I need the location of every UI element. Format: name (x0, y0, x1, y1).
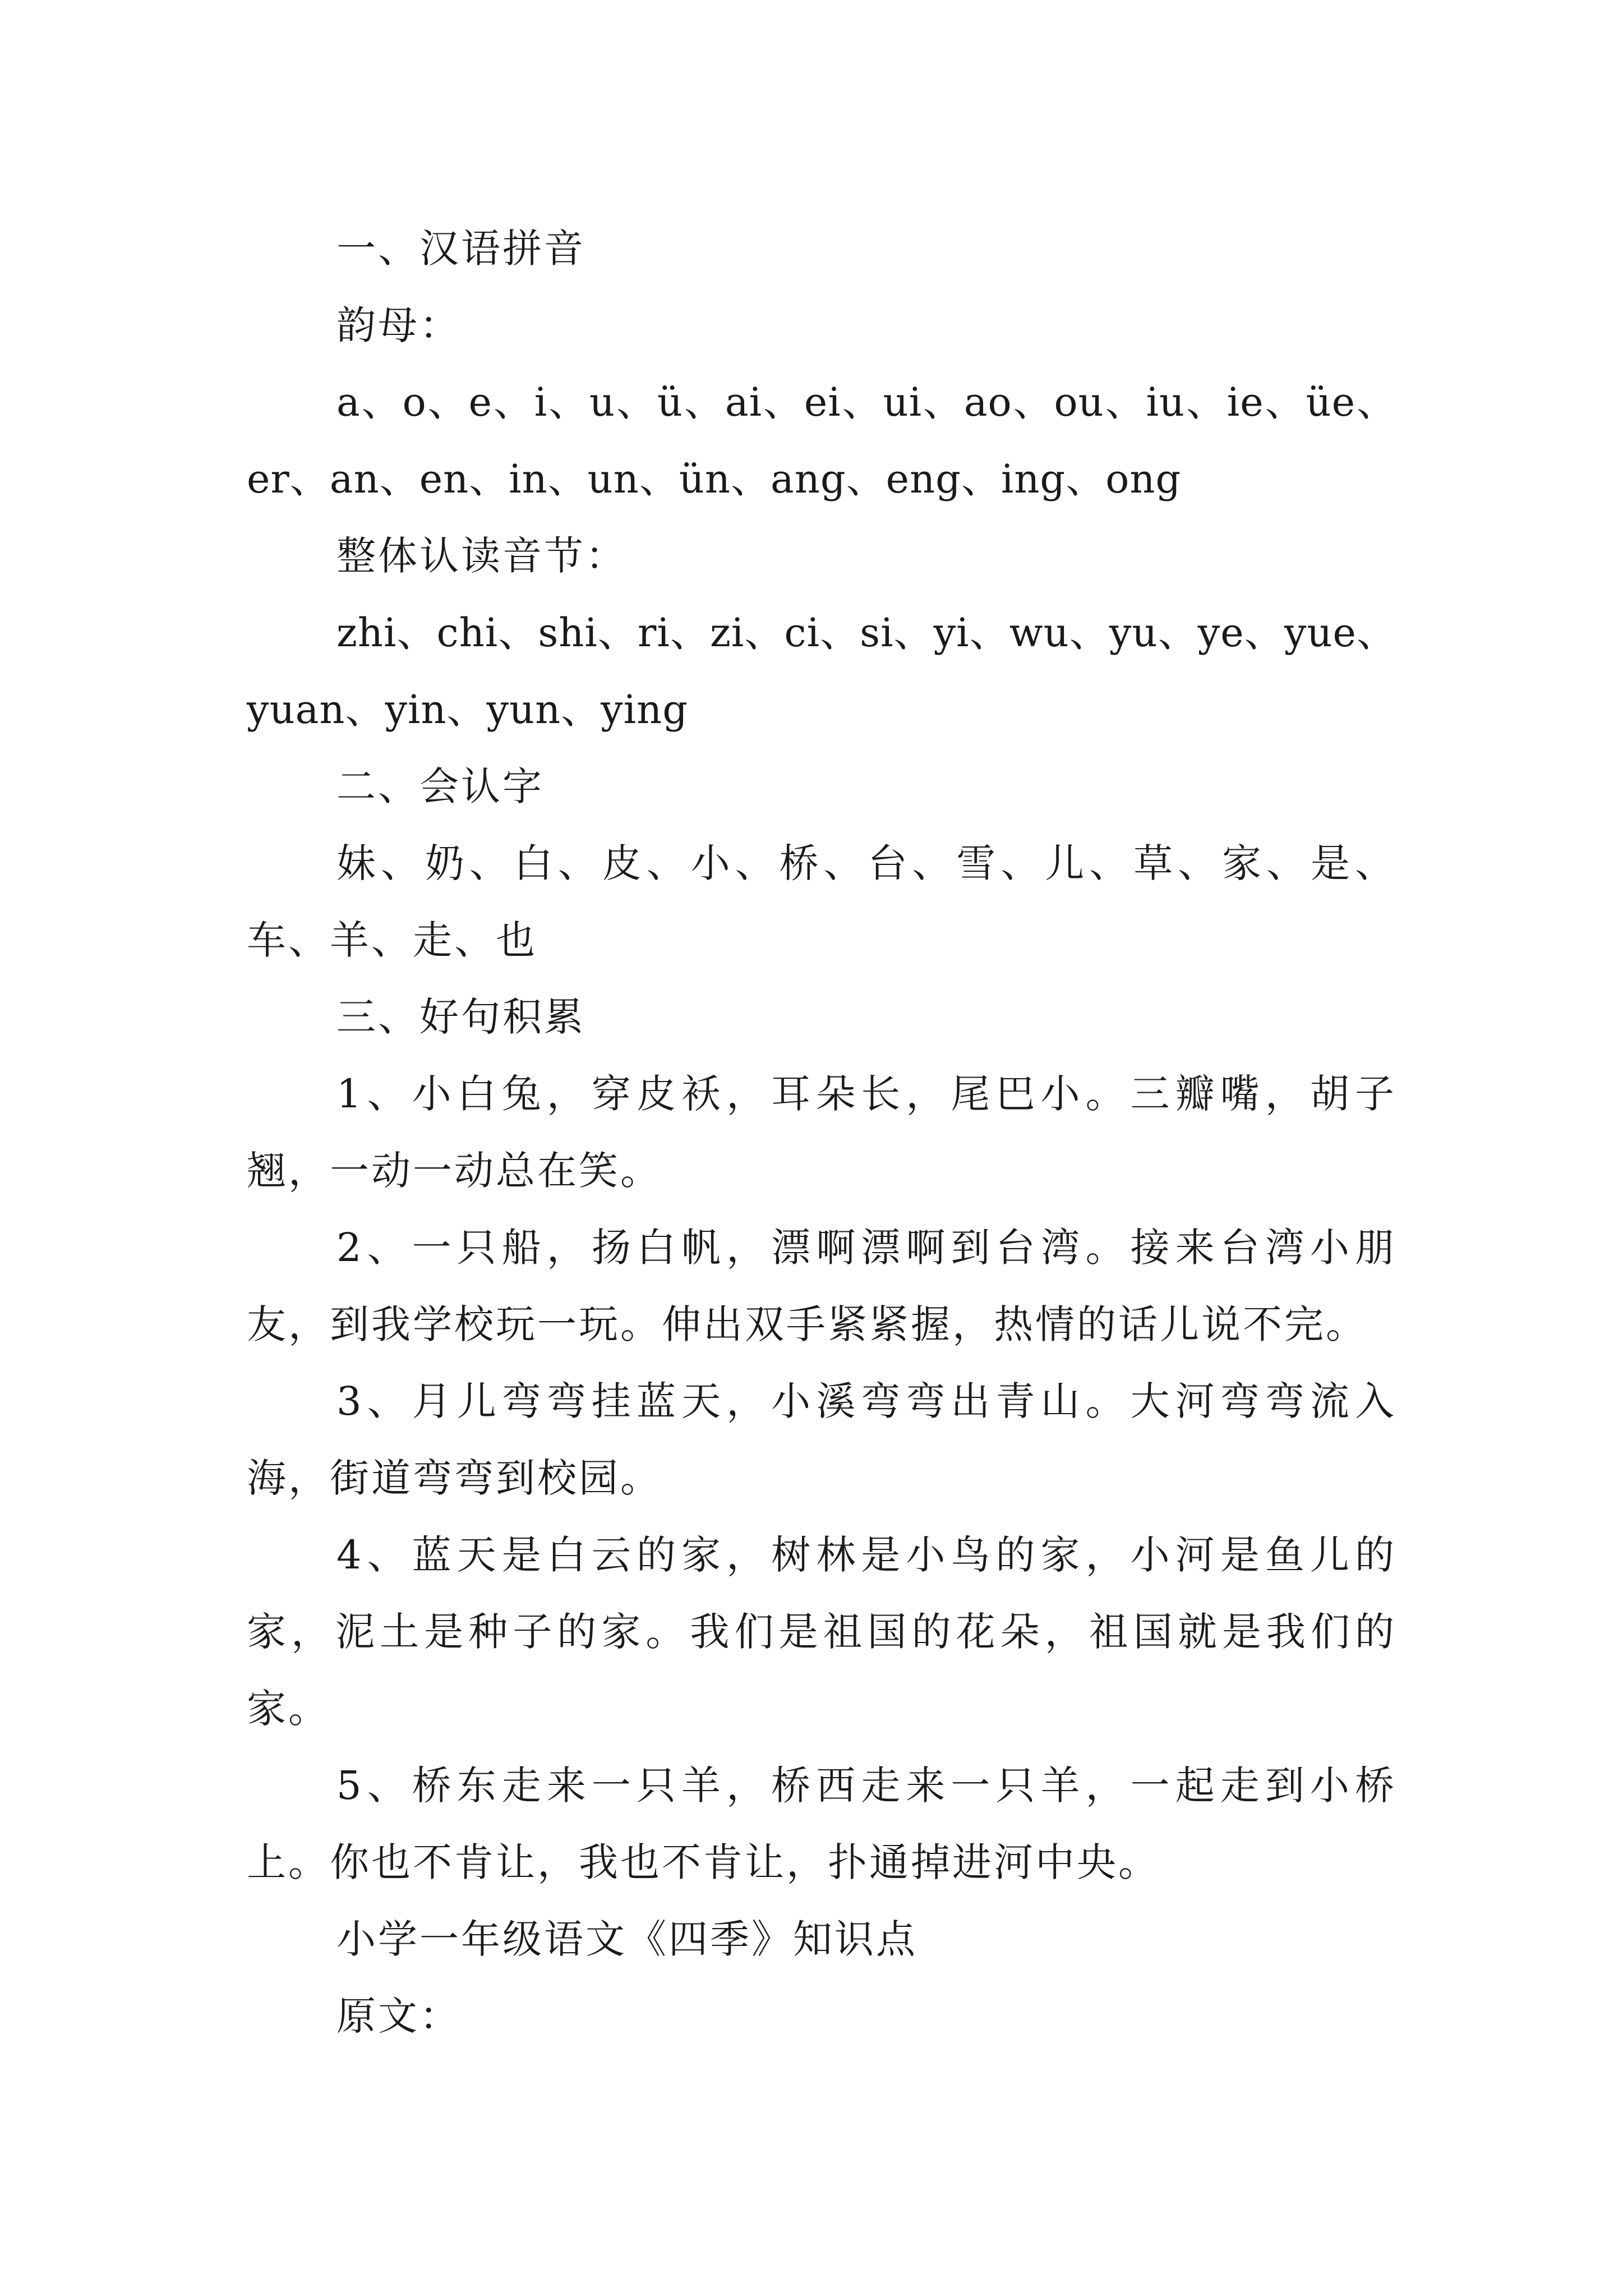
subheading-whole-syllables: 整体认读音节： (336, 533, 627, 579)
sentence-item: 2、一只船，扬白帆，漂啊漂啊到台湾。接来台湾小朋友，到我学校玩一玩。伸出双手紧紧握，热情的话儿说不完。 (247, 1225, 1396, 1347)
section-heading-characters: 二、会认字 (336, 763, 544, 809)
subheading-finals: 韵母： (336, 302, 461, 348)
whole-syllables-list: zhi、chi、shi、ri、zi、ci、si、yi、wu、yu、ye、yue、yuan、yin、yun、ying (247, 610, 1396, 733)
original-text-label: 原文： (336, 1993, 461, 2039)
characters-list: 妹、奶、白、皮、小、桥、台、雪、儿、草、家、是、车、羊、走、也 (247, 840, 1396, 963)
document-body (247, 210, 1396, 2055)
sentence-item: 4、蓝天是白云的家，树林是小鸟的家，小河是鱼儿的家，泥土是种子的家。我们是祖国的花朵，祖国就是我们的家。 (247, 1532, 1396, 1732)
section-heading-pinyin: 一、汉语拼音 (336, 226, 585, 272)
sentence-item: 5、桥东走来一只羊，桥西走来一只羊，一起走到小桥上。你也不肯让，我也不肯让，扑通掉进河中央。 (247, 1763, 1396, 1885)
section-heading-four-seasons: 小学一年级语文《四季》知识点 (336, 1916, 917, 1962)
sentence-item: 1、小白兔，穿皮袄，耳朵长，尾巴小。三瓣嘴，胡子翘，一动一动总在笑。 (247, 1071, 1396, 1194)
sentence-item: 3、月儿弯弯挂蓝天，小溪弯弯出青山。大河弯弯流入海，街道弯弯到校园。 (247, 1378, 1396, 1501)
section-heading-sentences: 三、好句积累 (336, 994, 585, 1040)
finals-list: a、o、e、i、u、ü、ai、ei、ui、ao、ou、iu、ie、üe、er、an、en、in、un、ün、ang、eng、ing、ong (247, 379, 1396, 502)
